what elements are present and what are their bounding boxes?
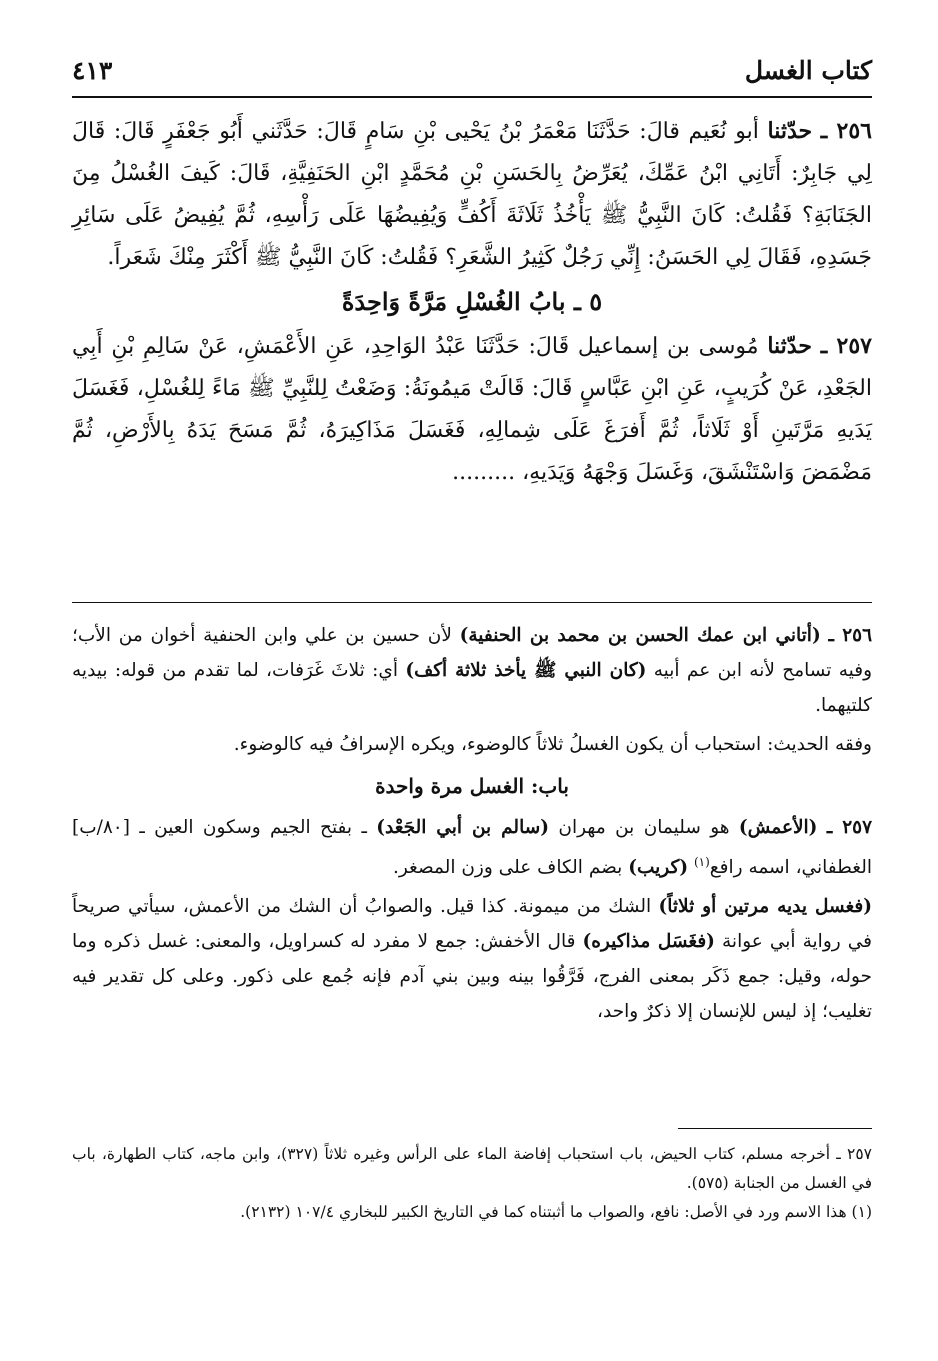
footnote-rule: [678, 1128, 872, 1129]
hadith-number: ٢٥٧ ـ: [820, 333, 872, 359]
quoted-phrase: (كان النبي ﷺ يأخذ ثلاثة أكف): [405, 660, 647, 681]
commentary-text: لأن حسين بن علي وابن الحنفية أخوان من الأب؛ وفيه تسامح لأنه ابن عم أبيه: [72, 625, 873, 681]
commentary-number: ٢٥٦ ـ: [828, 625, 873, 646]
fiqh-note: وفقه الحديث: استحباب أن يكون الغسلُ ثلاثاً كالوضوء، ويكره الإسرافُ فيه كالوضوء.: [233, 734, 872, 755]
continuation-dots: .........: [452, 460, 516, 485]
commentary-divider: [72, 602, 872, 603]
main-text: [72, 110, 872, 494]
footnote-ref: (١): [693, 855, 710, 869]
quoted-phrase: (فغَسَل مذاكيره): [582, 931, 715, 953]
hadith-lead: حدّثنا: [767, 333, 812, 359]
commentary-text: ـ بفتح الجيم وسكون العين ـ [٨٠/ب] الغطفاني، اسمه رافع: [72, 817, 872, 879]
quoted-phrase: (سالم بن أبي الجَعْد): [376, 817, 549, 838]
page-number: ٤١٣: [72, 56, 113, 85]
commentary: [72, 618, 872, 1029]
commentary-257-continued: [72, 889, 872, 1029]
quoted-phrase: (الأعمش): [738, 817, 818, 838]
running-header: [72, 52, 872, 96]
commentary-text: الشك من ميمونة. كذا قيل. والصوابُ أن الشك من الأعمش، سيأتي صريحاً في رواية أبي عوانة: [72, 896, 872, 953]
commentary-text: قال الأخفش: جمع لا مفرد له كسراويل، والمعنى: غسل ذكره وما حوله، وقيل: جمع ذَكَر بمعنى الفرج، فَرَّقُوا بينه وبين بني آدم فإنه جُمع على ذكور. وعلى كل تقدير فيه تغليب؛ إذ ليس للإنسان إلا ذكرٌ واحد،: [72, 931, 872, 1023]
chapter-title: كتاب الغسل: [744, 56, 872, 85]
quoted-phrase: (كريب): [628, 857, 689, 879]
quoted-phrase: (أتاني ابن عمك الحسن بن محمد بن الحنفية): [459, 625, 821, 646]
quoted-phrase: (فغسل يديه مرتين أو ثلاثاً): [658, 896, 872, 918]
hadith-lead: حدّثنا: [767, 118, 813, 144]
hadith-number: ٢٥٦ ـ: [820, 118, 872, 144]
commentary-chapter-heading: باب: الغسل مرة واحدة: [375, 774, 569, 798]
hadith-text: أبو نُعَيم قالَ: حَدَّثَنَا مَعْمَرُ بْنُ يَحْيى بْنِ سَامٍ قَالَ: حَدَّثَني أَبُو جَعْفَرٍ قَالَ: قَالَ لِي جَابِرٌ: أَتَانِي ابْنُ عَمِّكَ، يُعَرِّضُ بِالحَسَنِ بْنِ مُحَمَّدٍ ابْنِ الحَنَفِيَّةِ، قَالَ: كَيفَ الغُسْلُ مِنَ الجَنَابَةِ؟ فَقُلتُ: كَانَ النَّبِيُّ ﷺ يَأْخُذُ ثَلَاثَةَ أَكُفٍّ وَيُفِيضُهَا عَلَى رَأْسِهِ، ثُمَّ يُفِيضُ عَلَى سَائِرِ جَسَدِهِ، فَقَالَ لِي الحَسَنُ: إِنِّي رَجُلٌ كَثِيرُ الشَّعَرِ؟ فَقُلتُ: كَانَ النَّبِيُّ ﷺ أَكْثَرَ مِنْكَ شَعَراً.: [72, 119, 872, 270]
commentary-256: [72, 618, 872, 723]
chapter-heading: ٥ ـ بابُ الغُسْلِ مَرَّةً وَاحِدَةً: [341, 287, 603, 316]
commentary-257: [72, 810, 872, 885]
commentary-text: بضم الكاف على وزن المصغر.: [392, 857, 623, 879]
header-rule: [72, 96, 872, 98]
hadith-text: مُوسى بن إسماعيل قَالَ: حَدَّثَنَا عَبْدُ الوَاحِدِ، عَنِ الأَعْمَشِ، عَنْ سَالِمِ بْنِ أَبِي الجَعْدِ، عَنْ كُرَيبٍ، عَنِ ابْنِ عَبَّاسٍ قَالَ: قَالَتْ مَيمُونَةُ: وَضَعْتُ لِلنَّبِيِّ ﷺ مَاءً لِلغُسْلِ، فَغَسَلَ يَدَيهِ مَرَّتَينِ أَوْ ثَلَاثاً، ثُمَّ أَفرَغَ عَلَى شِمالِهِ، فَغَسَلَ مَذَاكِيرَهُ، ثُمَّ مَسَحَ يَدَهُ بِالأَرْضِ، ثُمَّ مَضْمَضَ وَاسْتَنْشَقَ، وَغَسَلَ وَجْهَهُ وَيَدَيهِ،: [72, 334, 872, 485]
hadith-257: [72, 325, 872, 494]
footnotes: [72, 1140, 872, 1227]
commentary-text: أي: ثلاثَ غَرَفات، لما تقدم من قوله: بيديه كلتيهما.: [72, 660, 872, 716]
hadith-256: [72, 110, 872, 279]
footnote-1: (١) هذا الاسم ورد في الأصل: نافع، والصواب ما أثبتناه كما في التاريخ الكبير للبخاري ١٠٧/٤ (٢١٣٢).: [240, 1203, 872, 1221]
commentary-number: ٢٥٧ ـ: [826, 817, 873, 838]
footnote-257: ٢٥٧ ـ أخرجه مسلم، كتاب الحيض، باب استحباب إفاضة الماء على الرأس وغيره ثلاثاً (٣٢٧)، وابن ماجه، كتاب الطهارة، باب في الغسل من الجنابة (٥٧٥).: [72, 1145, 872, 1192]
commentary-text: هو سليمان بن مهران: [558, 817, 730, 838]
